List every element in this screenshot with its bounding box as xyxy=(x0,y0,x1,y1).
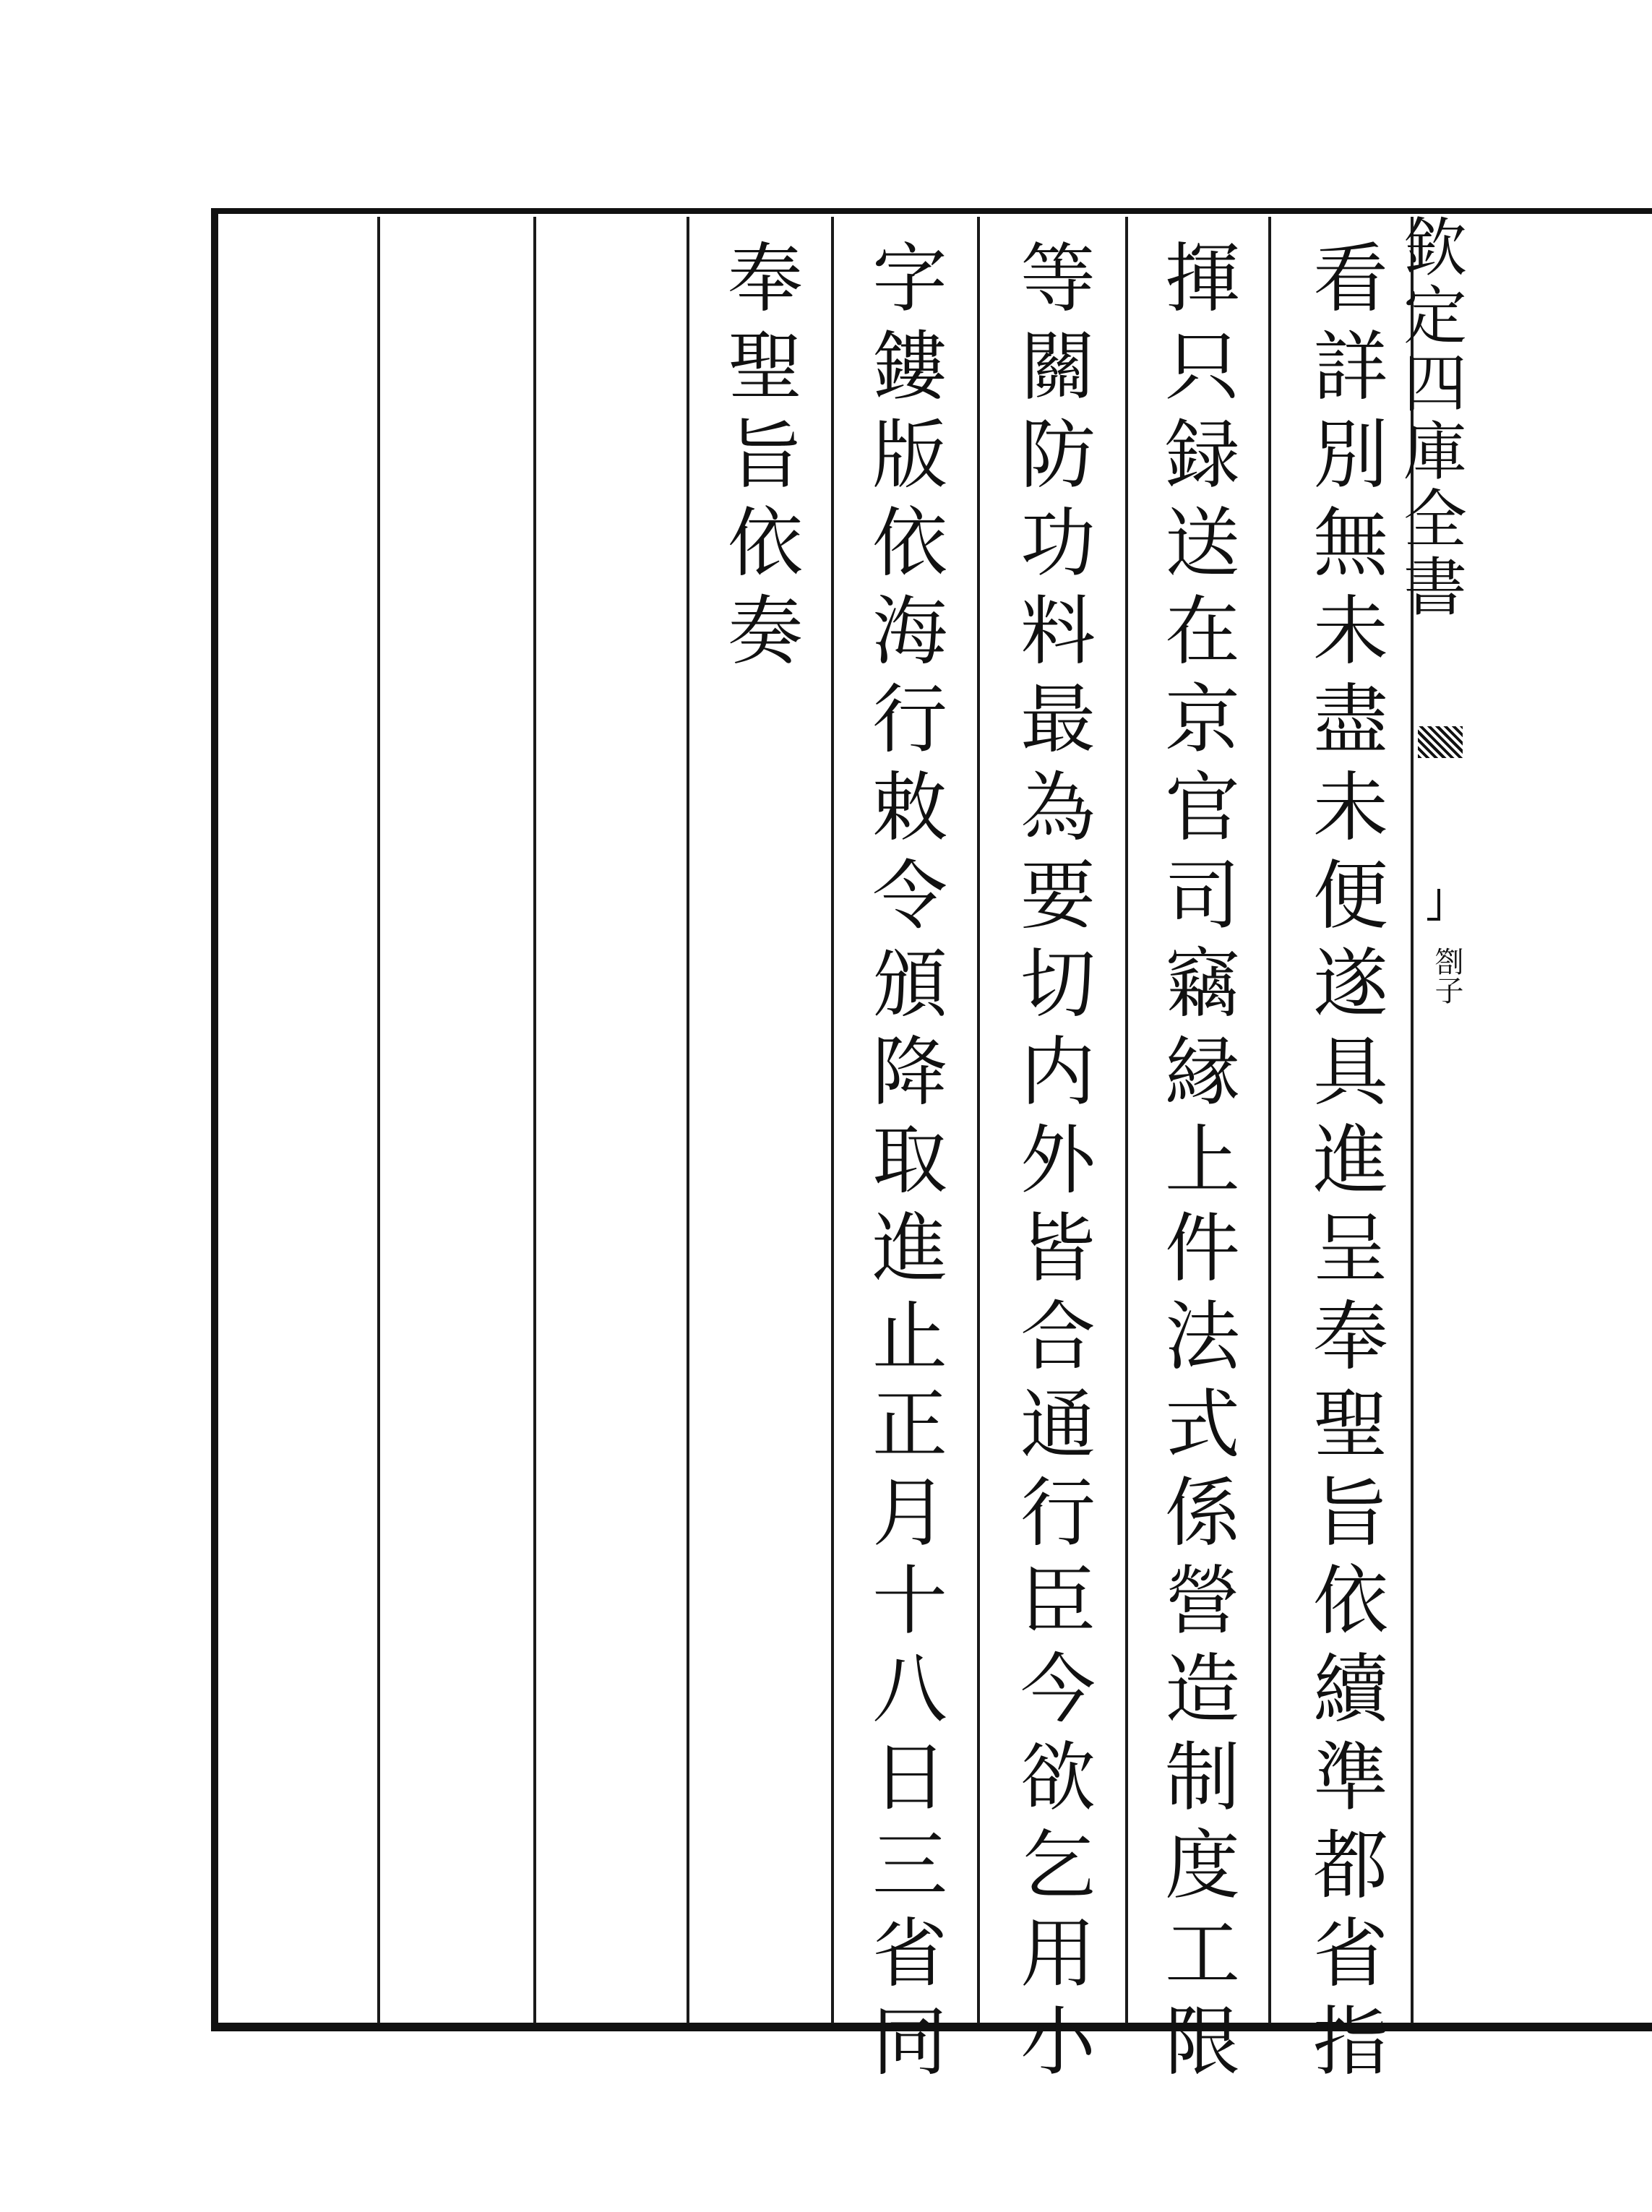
book-title: 欽定四庫全書 xyxy=(1393,214,1468,621)
column-rule xyxy=(977,217,980,2023)
column-rule xyxy=(831,217,834,2023)
text-column-5: 奉聖旨依奏 xyxy=(715,238,803,679)
column-rule xyxy=(1125,217,1128,2023)
fish-tail-mark xyxy=(1418,726,1463,758)
text-column-4: 字鏤版依海行敕令頒降取進止正月十八日三省同 xyxy=(859,238,947,2090)
text-column-3: 等關防功料最為要切内外皆合通行臣今欲乞用小 xyxy=(1007,238,1096,2090)
column-rule xyxy=(533,217,536,2023)
text-column-2: 揮只録送在京官司竊縁上件法式係營造制度工限 xyxy=(1152,238,1240,2090)
section-label: 劄子 xyxy=(1430,947,1463,1004)
text-column-1: 看詳別無未盡未便遂具進呈奉聖旨依續準都省指 xyxy=(1300,238,1388,2090)
column-rule xyxy=(687,217,689,2023)
margin-hook xyxy=(1427,889,1440,921)
column-rule xyxy=(377,217,380,2023)
column-rule xyxy=(1268,217,1271,2023)
